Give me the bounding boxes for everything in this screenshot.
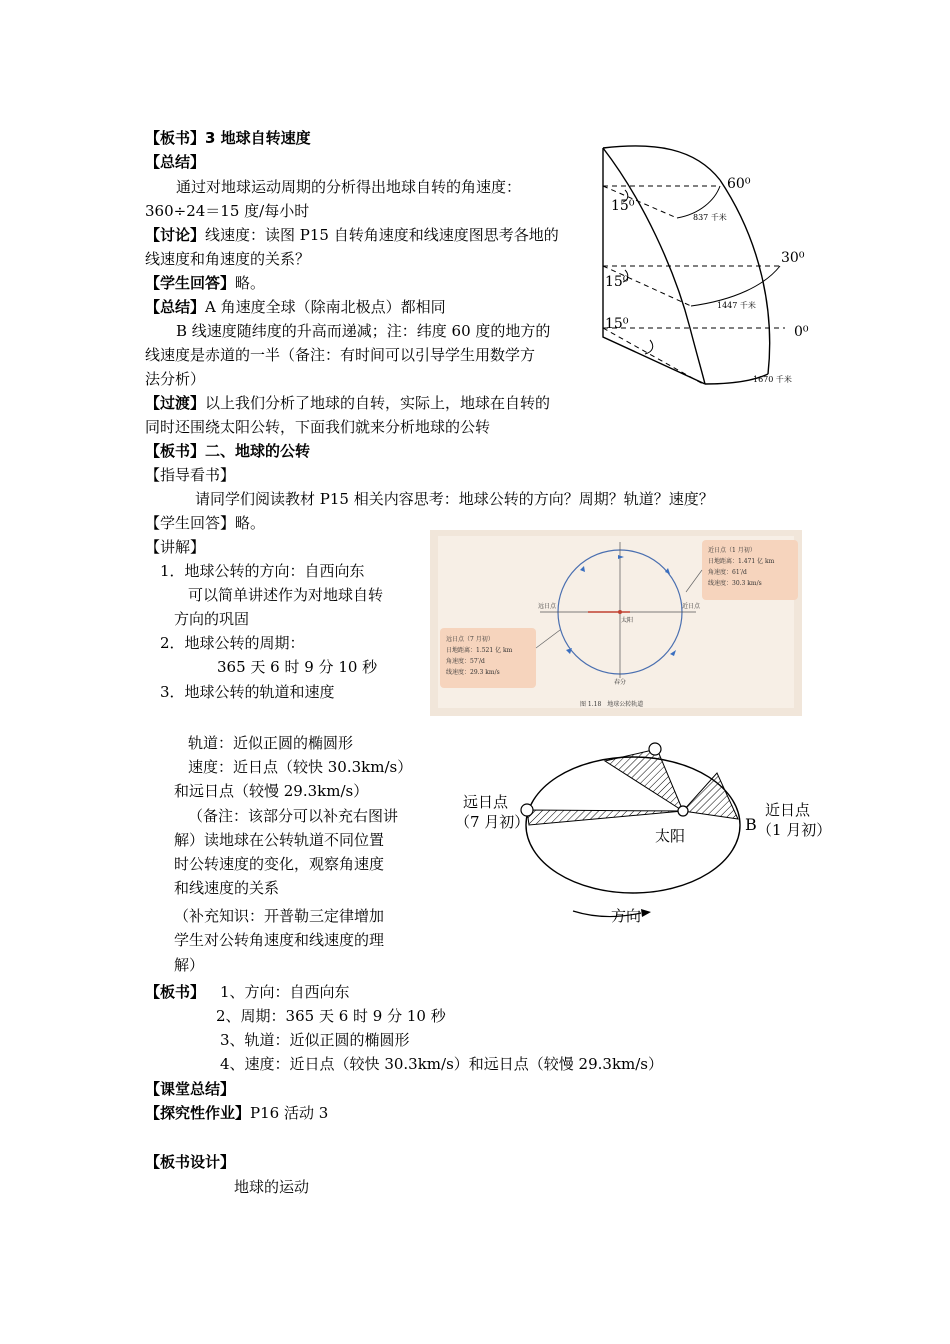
zongjie2-line3: 线速度是赤道的一半（备注：有时间可以引导学生用数学方	[145, 346, 536, 364]
textbook-left-label: 远日点	[538, 603, 557, 610]
kepler-orbit-figure	[455, 735, 835, 930]
kepler-point-b: B	[745, 815, 757, 834]
answer2-line: 【学生回答】略。	[145, 514, 266, 532]
answer-text: 略。	[235, 274, 266, 292]
note-line3: 时公转速度的变化，观察角速度	[174, 855, 385, 873]
supp-line2: 学生对公转角速度和线速度的理	[174, 931, 385, 949]
answer-tag: 【学生回答】	[145, 274, 236, 292]
supp-line1: （补充知识：开普勒三定律增加	[174, 907, 385, 925]
item3: 3．地球公转的轨道和速度	[160, 683, 335, 701]
zongjie-line1: 通过对地球运动周期的分析得出地球自转的角速度：	[176, 178, 522, 196]
heading-banshu-2	[145, 441, 310, 461]
aph-box-line3: 角速度：57′/d	[446, 658, 485, 665]
taolun-line1	[145, 225, 559, 245]
speed-line1: 速度：近日点（较快 30.3km/s）	[188, 758, 413, 776]
kepler-perihelion-time: （1 月初）	[757, 821, 832, 839]
zongjie2-tag: 【总结】	[145, 298, 206, 316]
item2: 2．地球公转的周期：	[160, 634, 305, 652]
lat-60-label: 60⁰	[727, 176, 751, 192]
aph-box-line1: 远日点（7 月初）	[446, 636, 494, 643]
lat-0-label: 0⁰	[794, 324, 809, 340]
rotation-speed-figure	[595, 140, 835, 390]
homework-tag: 【探究性作业】	[145, 1104, 251, 1122]
textbook-caption: 图 1.18 地球公转轨道	[580, 701, 644, 708]
orbit-textbook-figure	[430, 530, 802, 716]
textbook-bottom-label: 春分	[614, 679, 627, 686]
item1: 1．地球公转的方向：自西向东	[160, 562, 365, 580]
supp-line3: 解）	[174, 956, 205, 974]
zongjie2-text1: A 角速度全球（除南北极点）都相同	[205, 298, 446, 316]
item1-note1: 可以简单讲述作为对地球自转	[188, 586, 384, 604]
banshu2-tag: 【板书】	[145, 442, 206, 460]
kepler-aphelion-time: （7 月初）	[455, 813, 530, 831]
design-tag: 【板书设计】	[145, 1153, 236, 1171]
kepler-perihelion: 近日点	[765, 801, 811, 819]
textbook-right-label: 近日点	[682, 603, 701, 610]
board-line4: 4、速度：近日点（较快 30.3km/s）和远日点（较慢 29.3km/s）	[220, 1055, 664, 1073]
guodu-text1: 以上我们分析了地球的自转，实际上，地球在自转的	[205, 394, 551, 412]
guodu-tag: 【过渡】	[145, 394, 206, 412]
summary-tag: 【课堂总结】	[145, 1080, 236, 1098]
taolun-text1: 线速度：读图 P15 自转角速度和线速度图思考各地的	[205, 226, 559, 244]
guodu-line2: 同时还围绕太阳公转，下面我们就来分析地球的公转	[145, 418, 491, 436]
board-line1: 1、方向：自西向东	[220, 983, 350, 1001]
homework-text: P16 活动 3	[250, 1104, 329, 1122]
heading-banshu-1	[145, 128, 311, 148]
banshu-title: 3 地球自转速度	[205, 129, 311, 147]
speed-line2: 和远日点（较慢 29.3km/s）	[174, 782, 369, 800]
zongjie2-line2: B 线速度随纬度的升高而递减；注：纬度 60 度的地方的	[176, 322, 551, 340]
zongjie-line2: 360÷24＝15 度/每小时	[145, 202, 310, 220]
guide-text: 请同学们阅读教材 P15 相关内容思考：地球公转的方向？周期？轨道？速度？	[195, 490, 714, 508]
kepler-sun: 太阳	[655, 827, 686, 845]
taolun-tag: 【讨论】	[145, 226, 206, 244]
note-line1: （备注：该部分可以补充右图讲	[188, 807, 399, 825]
item2-value: 365 天 6 时 9 分 10 秒	[217, 658, 378, 676]
aph-box-line4: 线速度：29.3 km/s	[446, 669, 500, 676]
item1-note2: 方向的巩固	[174, 610, 250, 628]
peri-box-line4: 线速度：30.3 km/s	[708, 580, 762, 587]
angle-label-2: 15⁰	[605, 274, 629, 290]
note-line4: 和线速度的关系	[174, 879, 280, 897]
board-line2: 2、周期：365 天 6 时 9 分 10 秒	[216, 1007, 446, 1025]
banshu2-title: 二、地球的公转	[205, 442, 311, 460]
lat-30-label: 30⁰	[781, 250, 805, 266]
peri-box-line2: 日地距离：1.471 亿 km	[708, 558, 775, 565]
homework-line	[145, 1103, 328, 1123]
zongjie-tag: 【总结】	[145, 153, 206, 171]
board-line3: 3、轨道：近似正圆的椭圆形	[220, 1031, 410, 1049]
kepler-direction: 方向	[611, 907, 642, 925]
answer-line	[145, 273, 265, 293]
peri-box-line3: 角速度：61′/d	[708, 569, 747, 576]
design-title: 地球的运动	[234, 1178, 310, 1196]
board-tag: 【板书】	[145, 983, 206, 1001]
kepler-aphelion: 远日点	[463, 793, 509, 811]
banshu-tag: 【板书】	[145, 129, 206, 147]
guodu-line1	[145, 393, 550, 413]
note-line2: 解）读地球在公转轨道不同位置	[174, 831, 385, 849]
taolun-line2: 线速度和角速度的关系？	[145, 250, 311, 268]
orbit-text: 轨道：近似正圆的椭圆形	[188, 734, 354, 752]
speed-label-30: 1447 千米	[717, 301, 756, 310]
zongjie2-line1	[145, 297, 446, 317]
angle-label-3: 15⁰	[605, 316, 629, 332]
aph-box-line2: 日地距离：1.521 亿 km	[446, 647, 513, 654]
guide-tag: 【指导看书】	[145, 466, 236, 484]
textbook-sun-label: 太阳	[621, 617, 634, 624]
speed-label-60: 837 千米	[693, 213, 727, 222]
zongjie2-line4: 法分析）	[145, 370, 206, 388]
angle-label-1: 15⁰	[611, 198, 635, 214]
lecture-tag: 【讲解】	[145, 538, 206, 556]
peri-box-line1: 近日点（1 月初）	[708, 547, 756, 554]
speed-label-0: 1670 千米	[753, 375, 792, 384]
